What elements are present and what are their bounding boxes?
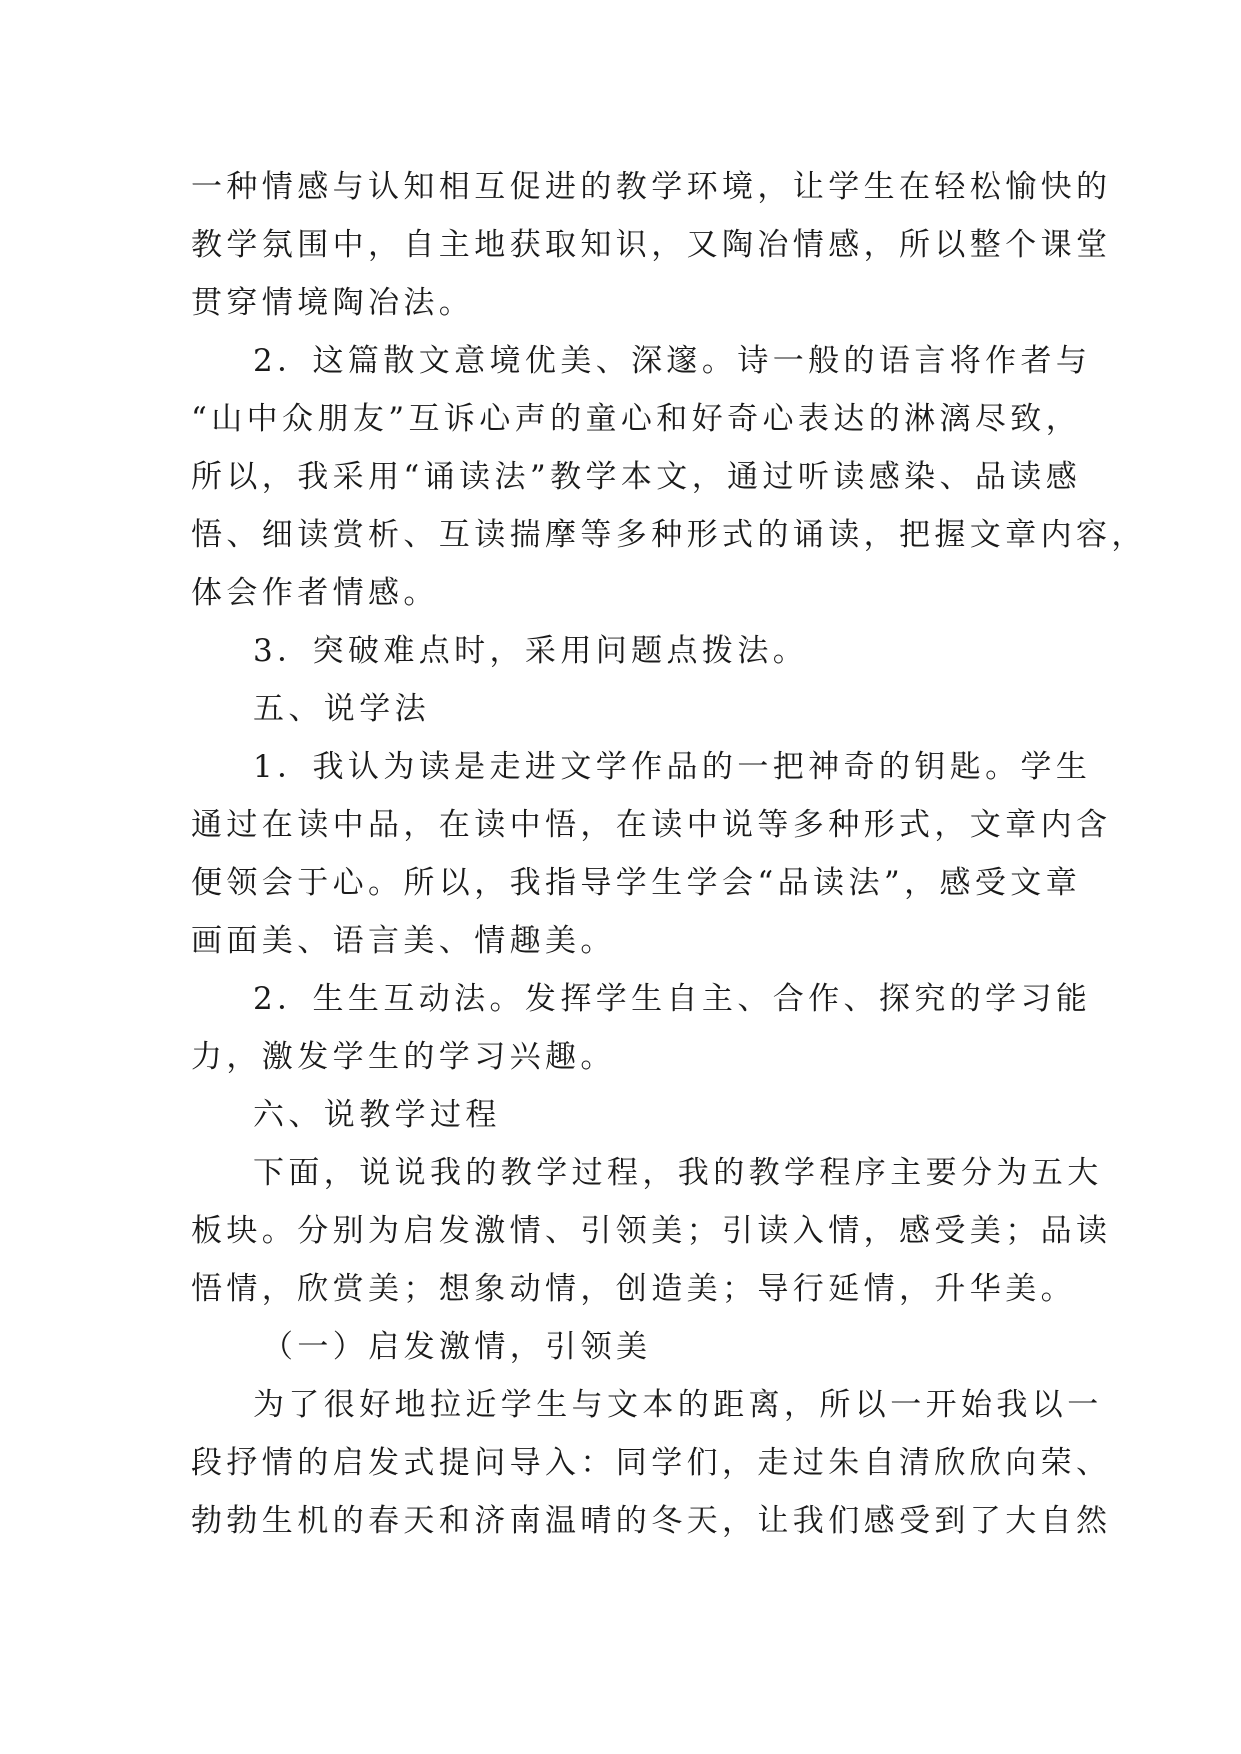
paragraph-line: 贯穿情境陶冶法。	[191, 285, 475, 321]
paragraph-line: 通过在读中品，在读中悟，在读中说等多种形式，文章内含	[191, 807, 1112, 843]
paragraph-line: 悟情，欣赏美；想象动情，创造美；导行延情，升华美。	[191, 1271, 1076, 1307]
paragraph-line: 段抒情的启发式提问导入：同学们，走过朱自清欣欣向荣、	[191, 1445, 1112, 1481]
paragraph-line: 便领会于心。所以，我指导学生学会“品读法”，感受文章	[191, 865, 1082, 901]
paragraph-line: 一种情感与认知相互促进的教学环境，让学生在轻松愉快的	[191, 169, 1112, 205]
paragraph-line: 画面美、语言美、情趣美。	[191, 923, 616, 959]
paragraph-line: 1．我认为读是走进文学作品的一把神奇的钥匙。学生	[253, 749, 1092, 785]
section-heading: 六、说教学过程	[253, 1097, 501, 1133]
paragraph-line: 2．生生互动法。发挥学生自主、合作、探究的学习能	[253, 981, 1092, 1017]
paragraph-line: 板块。分别为启发激情、引领美；引读入情，感受美；品读	[191, 1213, 1112, 1249]
paragraph-line: 为了很好地拉近学生与文本的距离，所以一开始我以一	[253, 1387, 1103, 1423]
subsection-heading: （一）启发激情，引领美	[262, 1329, 652, 1365]
paragraph-line: 教学氛围中，自主地获取知识，又陶冶情感，所以整个课堂	[191, 227, 1112, 263]
paragraph-line: 下面，说说我的教学过程，我的教学程序主要分为五大	[253, 1155, 1103, 1191]
paragraph-line: 体会作者情感。	[191, 575, 439, 611]
section-heading: 五、说学法	[253, 691, 430, 727]
paragraph-line: 3．突破难点时，采用问题点拨法。	[253, 633, 809, 669]
paragraph-line: 悟、细读赏析、互读揣摩等多种形式的诵读，把握文章内容，	[191, 517, 1147, 553]
paragraph-line: 所以，我采用“诵读法”教学本文，通过听读感染、品读感	[191, 459, 1082, 495]
paragraph-line: 力，激发学生的学习兴趣。	[191, 1039, 616, 1075]
paragraph-line: 勃勃生机的春天和济南温晴的冬天，让我们感受到了大自然	[191, 1503, 1112, 1539]
paragraph-line: “山中众朋友”互诉心声的童心和好奇心表达的淋漓尽致，	[191, 401, 1082, 437]
paragraph-line: 2．这篇散文意境优美、深邃。诗一般的语言将作者与	[253, 343, 1092, 379]
